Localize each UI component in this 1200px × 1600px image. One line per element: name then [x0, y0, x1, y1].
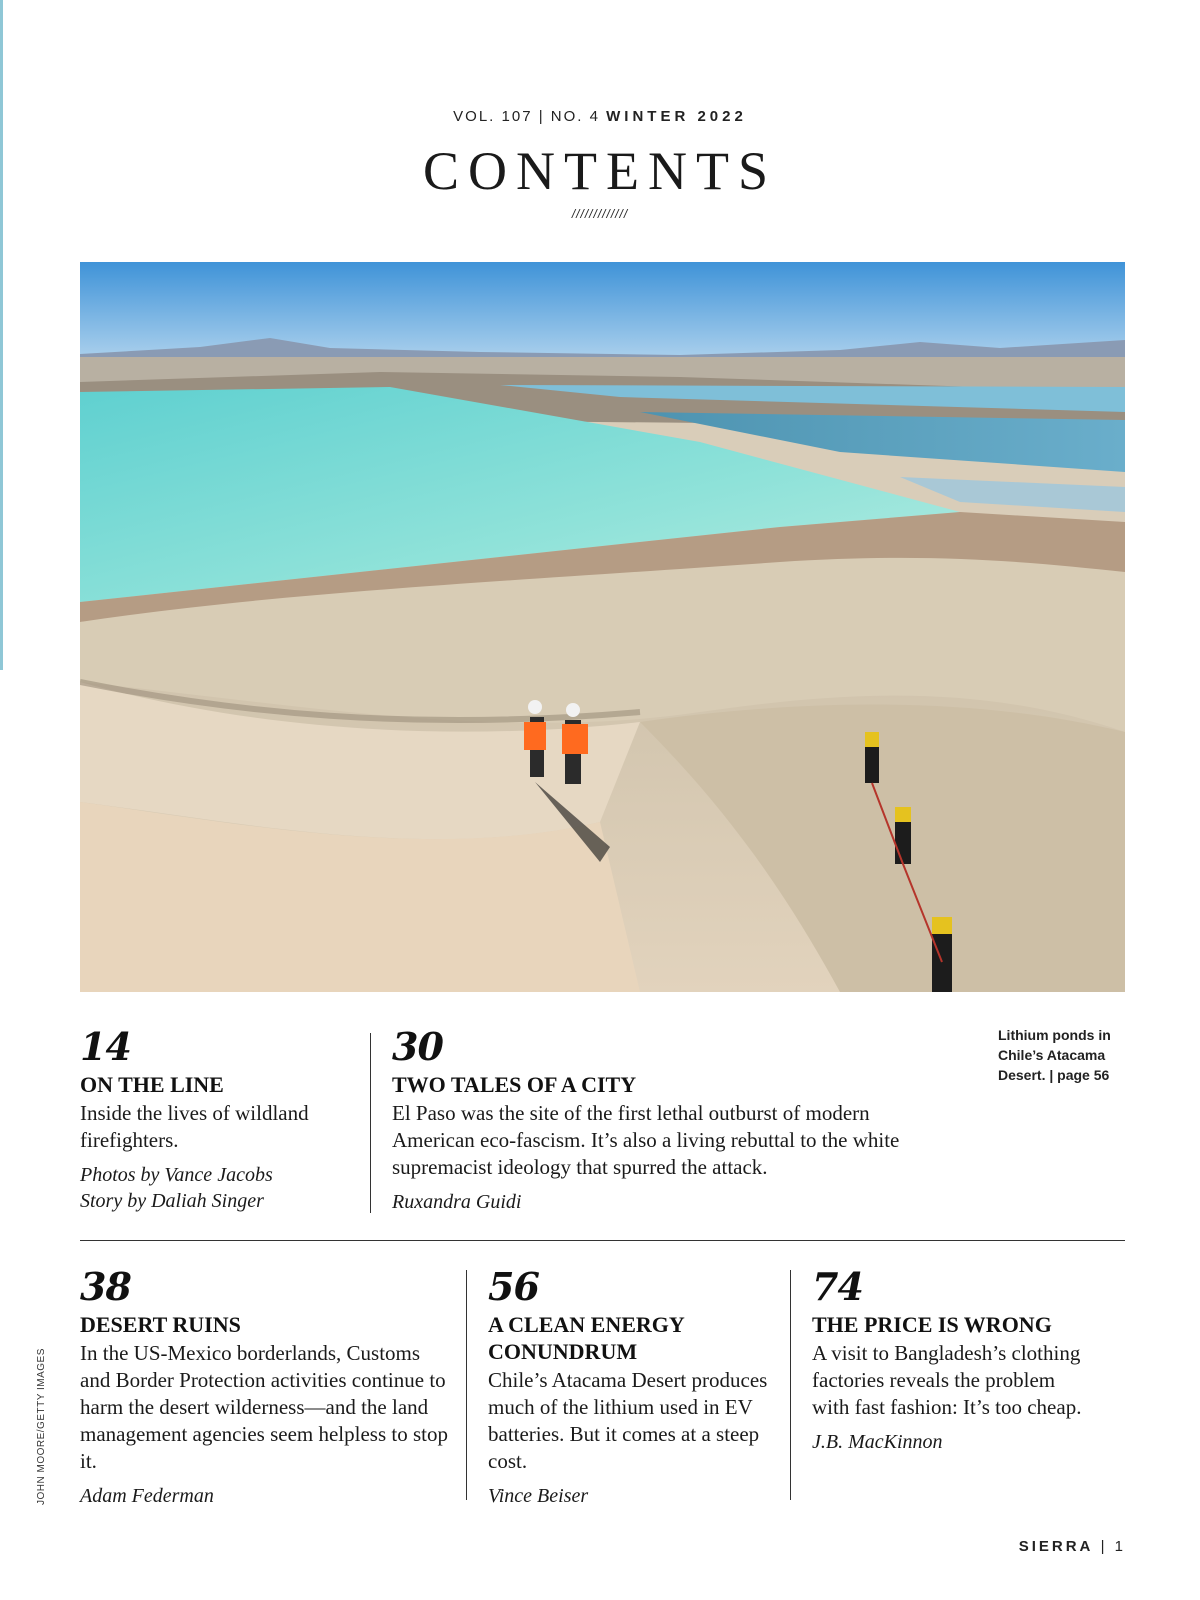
page-edge-accent [0, 0, 3, 670]
toc-entry[interactable] [488, 1265, 773, 1509]
column-divider [370, 1033, 371, 1213]
entry-description: Chile’s Atacama Desert produces much of the lithium used in EV batteries. But it comes at a steep cost. [488, 1368, 768, 1473]
issue-line [0, 108, 1200, 125]
folio-separator: | [1100, 1538, 1108, 1555]
entry-title: TWO TALES OF A CITY [392, 1072, 637, 1097]
entry-credit [812, 1429, 1082, 1455]
photo-credit: JOHN MOORE/GETTY IMAGES [36, 1348, 47, 1505]
entry-credit [80, 1483, 450, 1509]
toc-entry[interactable] [80, 1025, 355, 1214]
volume-number: VOL. 107 | NO. 4 [453, 108, 600, 125]
entry-page-number: 38 [80, 1264, 131, 1309]
toc-entry[interactable] [812, 1265, 1082, 1455]
entry-description: El Paso was the site of the first lethal outburst of modern American eco-fascism. It’s also a living rebuttal to the white supremacist ideology that spurred the attack. [392, 1101, 900, 1179]
entry-description: Inside the lives of wildland firefighters. [80, 1101, 309, 1152]
issue-season: WINTER 2022 [606, 108, 747, 125]
photo-caption: Lithium ponds in Chile’s Atacama Desert. | page 56 [998, 1027, 1111, 1083]
entry-page-number: 30 [392, 1024, 443, 1069]
page-folio [1019, 1538, 1126, 1555]
entry-credit-line: Ruxandra Guidi [392, 1191, 522, 1213]
toc-entry[interactable] [392, 1025, 922, 1215]
entry-credit-line: Story by Daliah Singer [80, 1190, 264, 1212]
entry-credit [80, 1162, 355, 1214]
section-divider [80, 1240, 1125, 1241]
toc-entry[interactable] [80, 1265, 450, 1509]
entry-page-number: 74 [812, 1264, 863, 1309]
entry-credit-line: Photos by Vance Jacobs [80, 1164, 273, 1186]
column-divider [466, 1270, 467, 1500]
entry-page-number: 56 [488, 1264, 539, 1309]
entry-description: A visit to Bangladesh’s clothing factories reveals the problem with fast fashion: It’s too cheap. [812, 1341, 1082, 1419]
title-ornament: ///////////// [571, 207, 629, 221]
entry-title: A CLEAN ENERGY CONUNDRUM [488, 1312, 684, 1364]
entry-title: THE PRICE IS WRONG [812, 1312, 1052, 1337]
column-divider [790, 1270, 791, 1500]
page-title: CONTENTS [423, 141, 777, 201]
magazine-name: SIERRA [1018, 1538, 1094, 1555]
entry-credit-line: Adam Federman [80, 1485, 214, 1507]
lithium-ponds-photo [80, 262, 1125, 992]
entry-title: DESERT RUINS [80, 1312, 241, 1337]
entry-credit-line: J.B. MacKinnon [812, 1431, 943, 1453]
entry-credit [488, 1483, 773, 1509]
entry-credit-line: Vince Beiser [488, 1485, 589, 1507]
entry-description: In the US-Mexico borderlands, Customs and Border Protection activities continue to harm the desert wilderness—and the land management agencies seem helpless to stop it. [80, 1341, 448, 1473]
entry-credit [392, 1189, 922, 1215]
page-number: 1 [1114, 1538, 1126, 1555]
entry-page-number: 14 [80, 1024, 131, 1069]
entry-title: ON THE LINE [80, 1072, 224, 1097]
